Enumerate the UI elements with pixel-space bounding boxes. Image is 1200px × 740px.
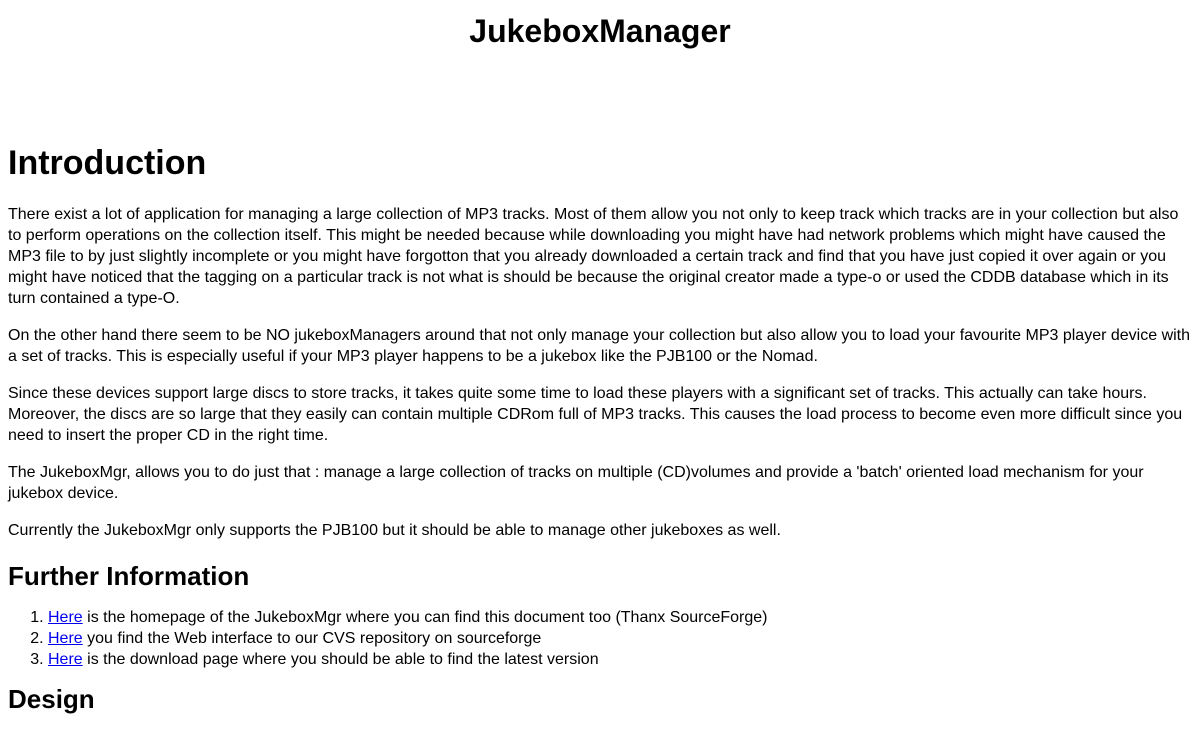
download-page-link[interactable]: Here xyxy=(48,651,83,668)
list-item-text: is the download page where you should be able to find the latest version xyxy=(82,651,599,668)
list-item xyxy=(48,649,1192,670)
cvs-repository-link[interactable]: Here xyxy=(48,630,83,647)
intro-paragraph-4: The JukeboxMgr, allows you to do just that : manage a large collection of tracks on multiple (CD)volumes and provide a 'batch' oriented load mechanism for your jukebox device. xyxy=(8,464,1144,502)
list-item xyxy=(48,628,1192,649)
homepage-link[interactable]: Here xyxy=(48,609,83,626)
intro-paragraph-2: On the other hand there seem to be NO jukeboxManagers around that not only manage your collection but also allow you to load your favourite MP3 player device with a set of tracks. This is especially useful if your MP3 player happens to be a jukebox like the PJB100 or the Nomad. xyxy=(8,327,1191,365)
introduction-heading: Introduction xyxy=(8,144,207,182)
page-title: JukeboxManager xyxy=(469,13,731,49)
intro-paragraph-1: There exist a lot of application for managing a large collection of MP3 tracks. Most of them allow you not only to keep track which tracks are in your collection but also to perform operations on the collection itself. This might be needed because while downloading you might have had network problems which might have caused the MP3 file to by just slightly incomplete or you might have forgotton that you already downloaded a certain track and find that you have just copied it over again or you might have noticed that the tagging on a particular track is not what is should be because the original creator made a type-o or used the CDDB database which in its turn contained a type-O. xyxy=(8,206,1179,307)
list-item-text: is the homepage of the JukeboxMgr where you can find this document too (Thanx SourceForge) xyxy=(82,609,768,626)
list-item xyxy=(48,607,1192,628)
further-information-list xyxy=(8,607,1192,670)
design-heading: Design xyxy=(8,684,95,714)
intro-paragraph-5: Currently the JukeboxMgr only supports the PJB100 but it should be able to manage other jukeboxes as well. xyxy=(8,522,781,539)
intro-paragraph-3: Since these devices support large discs to store tracks, it takes quite some time to load these players with a significant set of tracks. This actually can take hours. Moreover, the discs are so large that they easily can contain multiple CDRom full of MP3 tracks. This causes the load process to become even more difficult since you need to insert the proper CD in the right time. xyxy=(8,385,1183,444)
list-item-text: you find the Web interface to our CVS repository on sourceforge xyxy=(82,630,542,647)
further-information-heading: Further Information xyxy=(8,561,250,591)
